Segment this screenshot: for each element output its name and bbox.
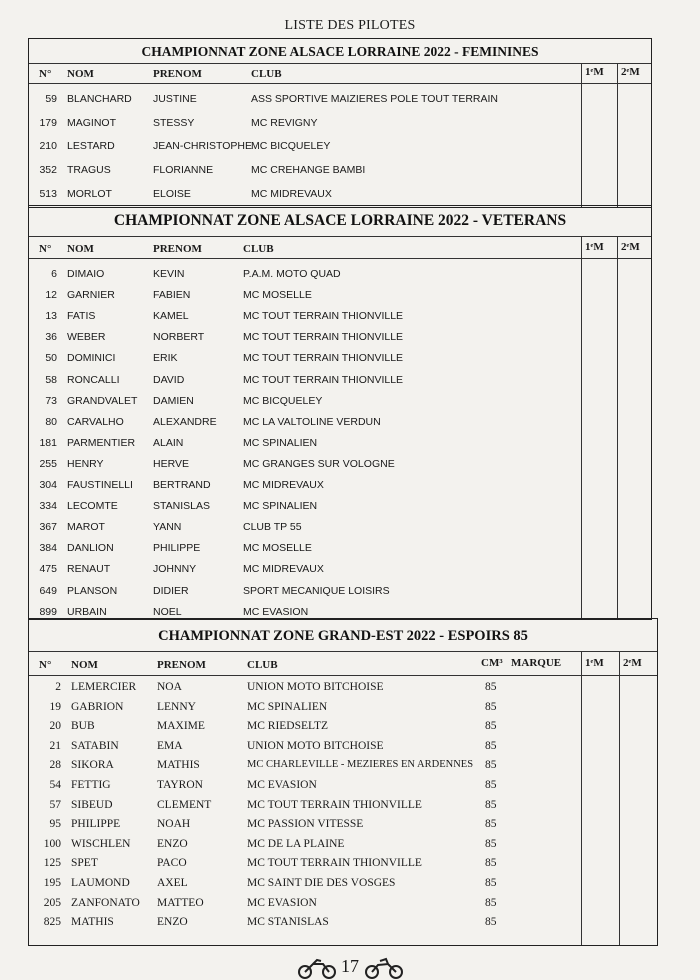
entry-nom: BLANCHARD <box>67 93 132 105</box>
header-club: CLUB <box>243 243 274 255</box>
motocross-icon <box>297 957 337 979</box>
entry-club: MC TOUT TERRAIN THIONVILLE <box>243 373 404 386</box>
entry-cm3: 85 <box>485 857 497 870</box>
entry-club: ASS SPORTIVE MAIZIERES POLE TOUT TERRAIN <box>251 93 499 105</box>
header-1st-manche: 1ᵉM <box>585 657 604 669</box>
table-row <box>29 538 651 558</box>
table-row <box>29 89 651 109</box>
table-row <box>29 454 651 474</box>
entry-club: MC BICQUELEY <box>251 140 331 153</box>
entry-prenom: BERTRAND <box>153 479 211 491</box>
entry-club: MC EVASION <box>247 779 317 791</box>
entry-nom: CARVALHO <box>67 415 124 428</box>
entry-club: MC TOUT TERRAIN THIONVILLE <box>243 352 404 365</box>
entry-nom: MAROT <box>67 521 105 534</box>
entry-cm3: 85 <box>485 818 497 831</box>
table-row <box>29 736 657 756</box>
entry-cm3: 85 <box>485 739 497 752</box>
header-prenom: PRENOM <box>153 243 202 255</box>
page-title: LISTE DES PILOTES <box>284 18 416 33</box>
entry-prenom: EMA <box>157 739 183 752</box>
entry-nom: URBAIN <box>67 605 107 618</box>
entry-prenom: ELOISE <box>153 187 191 200</box>
entry-nom: PHILIPPE <box>71 818 121 831</box>
entry-number: 20 <box>49 720 61 733</box>
entry-number: 367 <box>39 521 57 534</box>
entry-number: 57 <box>49 798 61 811</box>
entry-prenom: CLEMENT <box>157 798 212 811</box>
table-row <box>29 433 651 453</box>
entry-club: MC SPINALIEN <box>243 436 318 449</box>
table-row <box>29 559 651 579</box>
entry-number: 825 <box>43 916 61 929</box>
table-row <box>29 677 657 697</box>
entry-number: 50 <box>45 352 57 365</box>
table-row <box>29 348 651 368</box>
entry-prenom: TAYRON <box>157 779 203 791</box>
entry-nom: MORLOT <box>67 187 112 200</box>
entry-nom: WISCHLEN <box>71 837 131 850</box>
entry-prenom: ENZO <box>157 837 188 850</box>
entry-cm3: 85 <box>485 779 497 791</box>
entry-prenom: ERIK <box>153 352 178 365</box>
entry-number: 13 <box>45 310 57 323</box>
header-no: N° <box>39 68 52 80</box>
entry-prenom: DIDIER <box>153 584 189 597</box>
entry-club: SPORT MECANIQUE LOISIRS <box>243 584 390 597</box>
section-veterans <box>28 205 652 620</box>
entry-prenom: JOHNNY <box>153 563 197 576</box>
entry-prenom: STANISLAS <box>153 500 210 513</box>
entry-prenom: ENZO <box>157 916 188 929</box>
entry-number: 6 <box>51 268 57 280</box>
entry-prenom: STESSY <box>153 116 195 129</box>
entry-number: 2 <box>55 681 61 693</box>
entry-nom: GABRION <box>71 700 124 713</box>
entry-prenom: KEVIN <box>153 268 185 280</box>
table-row <box>29 834 657 854</box>
entry-number: 54 <box>49 779 61 791</box>
entry-club: MC CHARLEVILLE - MEZIERES EN ARDENNES <box>247 759 474 771</box>
header-nom: NOM <box>71 659 98 671</box>
table-row <box>29 370 651 390</box>
entry-club: MC MIDREVAUX <box>243 479 324 491</box>
entry-prenom: FABIEN <box>153 289 191 302</box>
entry-cm3: 85 <box>485 759 497 772</box>
entry-nom: MAGINOT <box>67 116 116 129</box>
entry-number: 334 <box>39 500 57 513</box>
entry-prenom: PACO <box>157 857 187 870</box>
entry-nom: LEMERCIER <box>71 681 137 693</box>
entry-prenom: DAMIEN <box>153 394 194 407</box>
entry-number: 179 <box>39 116 57 129</box>
header-nom: NOM <box>67 68 94 80</box>
entry-prenom: MATTEO <box>157 896 204 909</box>
section-feminines <box>28 38 652 208</box>
entry-club: MC TOUT TERRAIN THIONVILLE <box>243 310 404 323</box>
table-row <box>29 391 651 411</box>
table-row <box>29 581 651 601</box>
entry-club: MC TOUT TERRAIN THIONVILLE <box>243 331 404 344</box>
entry-prenom: YANN <box>153 521 182 534</box>
table-row <box>29 285 651 305</box>
table-row <box>29 716 657 736</box>
table-row <box>29 306 651 326</box>
entry-number: 899 <box>39 605 57 618</box>
table-row <box>29 496 651 516</box>
header-marque: MARQUE <box>511 657 562 669</box>
entry-number: 210 <box>39 140 57 153</box>
section-title: CHAMPIONNAT ZONE ALSACE LORRAINE 2022 - FEMININES <box>141 44 539 59</box>
entry-prenom: KAMEL <box>153 310 189 323</box>
entry-nom: HENRY <box>67 457 104 470</box>
entry-number: 513 <box>39 187 57 200</box>
entry-number: 73 <box>45 394 57 407</box>
table-row <box>29 412 651 432</box>
entry-club: MC BICQUELEY <box>243 394 323 407</box>
entry-prenom: NORBERT <box>153 331 205 344</box>
entry-nom: LAUMOND <box>71 877 130 889</box>
entry-club: MC EVASION <box>243 605 309 618</box>
entry-number: 36 <box>45 331 57 344</box>
table-row <box>29 853 657 873</box>
entry-club: MC STANISLAS <box>247 916 329 929</box>
entry-club: CLUB TP 55 <box>243 521 302 534</box>
table-row <box>29 697 657 717</box>
entry-nom: MATHIS <box>71 916 114 929</box>
entry-club: MC MOSELLE <box>243 289 312 302</box>
entry-prenom: JEAN-CHRISTOPHE <box>153 140 252 153</box>
header-club: CLUB <box>247 659 278 671</box>
entry-club: MC MIDREVAUX <box>243 563 324 576</box>
entry-number: 80 <box>45 415 57 428</box>
entry-cm3: 85 <box>485 798 497 811</box>
entry-prenom: HERVE <box>153 457 189 470</box>
entry-prenom: PHILIPPE <box>153 542 201 555</box>
entry-prenom: DAVID <box>153 373 185 386</box>
header-club: CLUB <box>251 68 282 80</box>
entry-nom: LESTARD <box>67 140 115 153</box>
entry-number: 28 <box>49 759 61 772</box>
entry-club: MC PASSION VITESSE <box>247 818 364 831</box>
table-row <box>29 136 651 156</box>
page-number: 17 <box>341 956 359 976</box>
entry-club: MC SAINT DIE DES VOSGES <box>247 877 396 889</box>
entry-cm3: 85 <box>485 896 497 909</box>
table-row <box>29 160 651 180</box>
table-row <box>29 327 651 347</box>
header-cm3: CM³ <box>481 657 503 669</box>
entry-number: 384 <box>39 542 57 555</box>
entry-nom: FAUSTINELLI <box>67 479 133 491</box>
entry-nom: RENAUT <box>67 563 111 576</box>
entry-number: 352 <box>39 164 57 177</box>
entry-club: MC TOUT TERRAIN THIONVILLE <box>247 798 422 811</box>
entry-prenom: NOEL <box>153 605 182 618</box>
table-row <box>29 893 657 913</box>
entry-cm3: 85 <box>485 681 497 693</box>
entry-cm3: 85 <box>485 700 497 713</box>
entry-nom: LECOMTE <box>67 500 118 513</box>
entry-number: 205 <box>43 896 61 909</box>
entry-number: 95 <box>49 818 61 831</box>
entry-prenom: ALEXANDRE <box>153 415 217 428</box>
entry-club: MC DE LA PLAINE <box>247 837 345 850</box>
table-row <box>29 264 651 284</box>
entry-number: 195 <box>43 877 61 889</box>
entry-nom: RONCALLI <box>67 373 120 386</box>
entry-number: 181 <box>39 436 57 449</box>
entry-nom: GRANDVALET <box>67 394 138 407</box>
page-footer <box>0 956 700 979</box>
header-2nd-manche: 2ᵉM <box>621 241 640 253</box>
header-prenom: PRENOM <box>153 68 202 80</box>
table-row <box>29 475 651 495</box>
entry-prenom: MATHIS <box>157 759 200 772</box>
entry-number: 100 <box>43 837 61 850</box>
header-no: N° <box>39 659 52 671</box>
header-nom: NOM <box>67 243 94 255</box>
entry-nom: DOMINICI <box>67 352 116 365</box>
table-row <box>29 113 651 133</box>
section-title: CHAMPIONNAT ZONE ALSACE LORRAINE 2022 - VETERANS <box>113 212 567 229</box>
entry-nom: FATIS <box>67 310 96 323</box>
entry-nom: ZANFONATO <box>71 896 140 909</box>
entry-number: 649 <box>39 584 57 597</box>
entry-club: MC LA VALTOLINE VERDUN <box>243 415 381 428</box>
entry-nom: BUB <box>71 720 95 733</box>
entry-nom: GARNIER <box>67 289 115 302</box>
entry-prenom: AXEL <box>157 877 188 889</box>
entry-number: 12 <box>45 289 57 302</box>
entry-nom: SPET <box>71 857 98 870</box>
entry-club: MC CREHANGE BAMBI <box>251 164 366 177</box>
entry-club: MC MIDREVAUX <box>251 187 332 200</box>
section-title: CHAMPIONNAT ZONE GRAND-EST 2022 - ESPOIRS 85 <box>158 628 528 644</box>
entry-nom: DANLION <box>67 542 114 555</box>
entry-prenom: NOAH <box>157 818 191 831</box>
entry-nom: DIMAIO <box>67 268 105 280</box>
entry-club: MC TOUT TERRAIN THIONVILLE <box>247 857 422 870</box>
entry-nom: SIBEUD <box>71 798 113 811</box>
header-2nd-manche: 2ᵉM <box>623 657 642 669</box>
entry-number: 21 <box>49 739 61 752</box>
entry-prenom: ALAIN <box>153 436 184 449</box>
entry-nom: FETTIG <box>71 779 111 791</box>
entry-number: 19 <box>49 700 61 713</box>
entry-nom: SIKORA <box>71 759 114 772</box>
table-row <box>29 873 657 893</box>
entry-club: MC EVASION <box>247 896 317 909</box>
entry-club: MC SPINALIEN <box>247 700 328 713</box>
table-row <box>29 814 657 834</box>
table-row <box>29 775 657 795</box>
entry-nom: TRAGUS <box>67 164 111 177</box>
table-row <box>29 755 657 775</box>
entry-number: 304 <box>39 479 57 491</box>
motocross-icon <box>364 957 404 979</box>
entry-club: MC REVIGNY <box>251 116 318 129</box>
entry-club: UNION MOTO BITCHOISE <box>247 681 384 693</box>
entry-nom: WEBER <box>67 331 106 344</box>
entry-number: 475 <box>39 563 57 576</box>
table-row <box>29 184 651 204</box>
entry-cm3: 85 <box>485 720 497 733</box>
entry-nom: PARMENTIER <box>67 436 136 449</box>
entry-club: MC MOSELLE <box>243 542 312 555</box>
entry-club: MC SPINALIEN <box>243 500 318 513</box>
entry-club: UNION MOTO BITCHOISE <box>247 739 384 752</box>
entry-prenom: FLORIANNE <box>153 164 214 177</box>
entry-club: P.A.M. MOTO QUAD <box>243 268 341 280</box>
header-2nd-manche: 2ᵉM <box>621 66 640 78</box>
entry-nom: SATABIN <box>71 739 119 752</box>
entry-number: 255 <box>39 457 57 470</box>
entry-prenom: JUSTINE <box>153 93 197 105</box>
entry-club: MC GRANGES SUR VOLOGNE <box>243 457 395 470</box>
header-1st-manche: 1ᵉM <box>585 241 604 253</box>
entry-prenom: LENNY <box>157 700 196 713</box>
table-row <box>29 795 657 815</box>
header-no: N° <box>39 243 52 255</box>
section-espoirs-85 <box>28 618 658 946</box>
table-row <box>29 912 657 932</box>
entry-nom: PLANSON <box>67 584 118 597</box>
entry-number: 125 <box>43 857 61 870</box>
entry-number: 59 <box>45 93 57 105</box>
entry-prenom: MAXIME <box>157 720 205 733</box>
entry-cm3: 85 <box>485 916 497 929</box>
entry-cm3: 85 <box>485 877 497 889</box>
header-prenom: PRENOM <box>157 659 206 671</box>
entry-club: MC RIEDSELTZ <box>247 720 329 733</box>
entry-number: 58 <box>45 373 57 386</box>
entry-cm3: 85 <box>485 837 497 850</box>
table-row <box>29 517 651 537</box>
entry-prenom: NOA <box>157 681 182 693</box>
header-1st-manche: 1ᵉM <box>585 66 604 78</box>
